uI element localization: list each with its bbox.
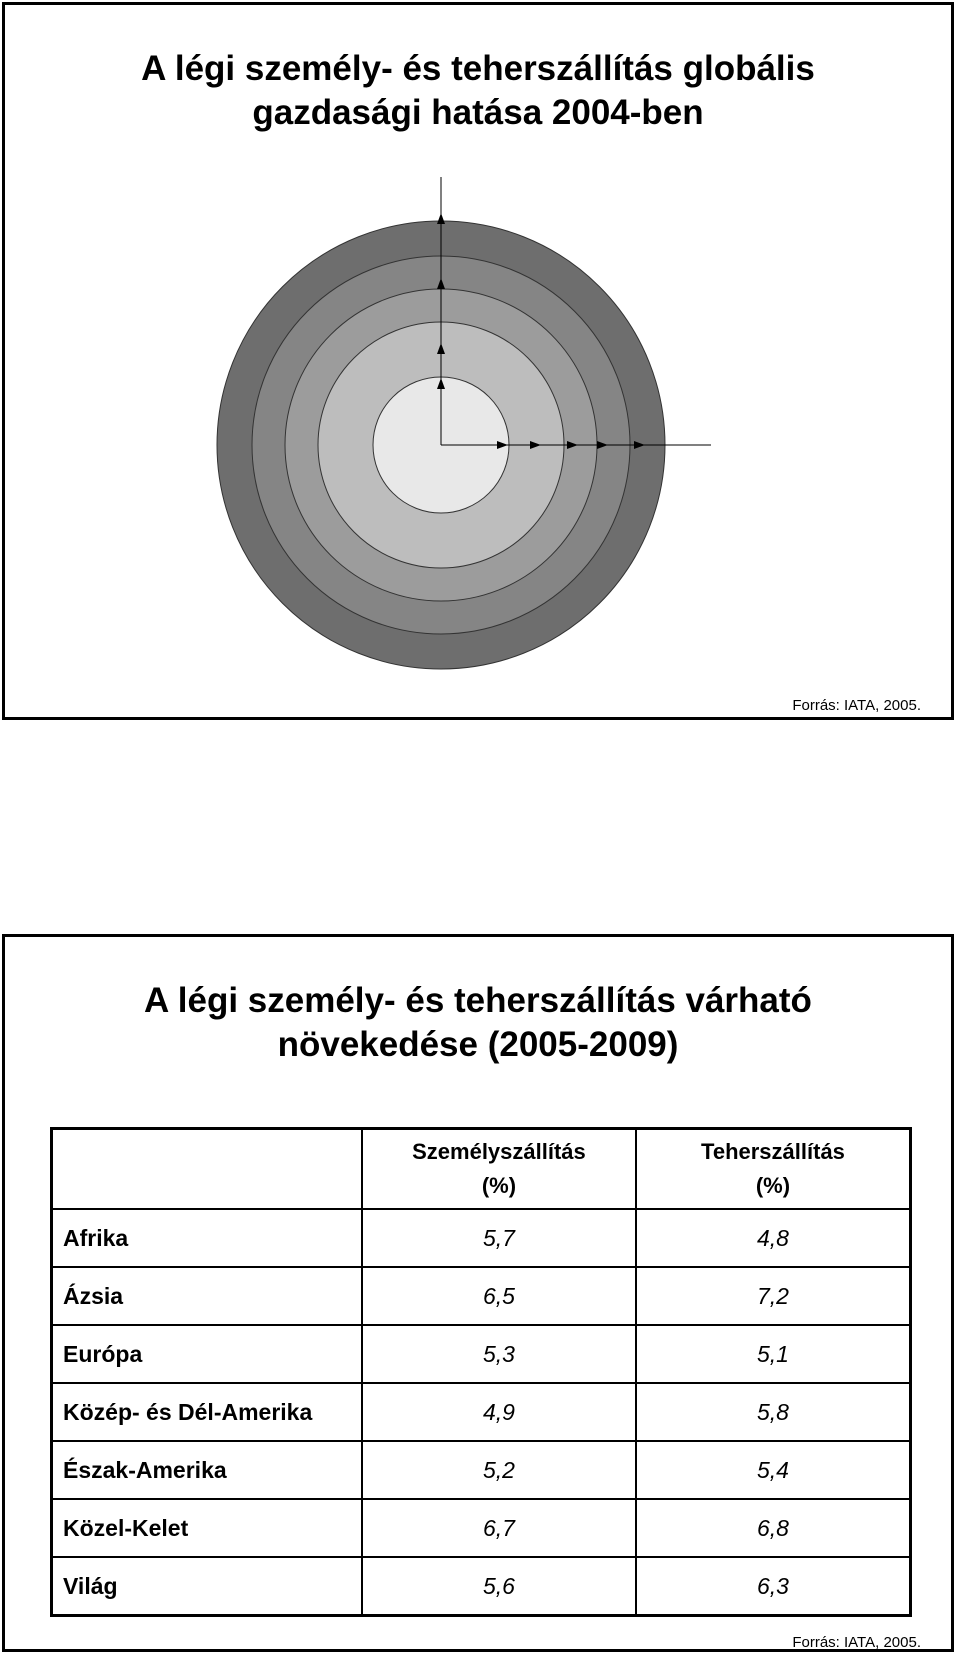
concentric-circles-diagram — [5, 5, 951, 717]
passenger-cell: 4,9 — [362, 1383, 636, 1441]
title-line-2: gazdasági hatása 2004-ben — [252, 93, 704, 132]
freight-header — [636, 1129, 911, 1210]
freight-header-unit: (%) — [755, 1173, 791, 1198]
region-header — [52, 1129, 362, 1210]
table-body — [52, 1209, 911, 1616]
freight-cell: 5,4 — [636, 1441, 911, 1499]
region-cell: Közép- és Dél-Amerika — [52, 1383, 362, 1441]
freight-cell: 6,3 — [636, 1557, 911, 1616]
freight-cell: 5,1 — [636, 1325, 911, 1383]
growth-table — [50, 1127, 912, 1617]
passenger-cell: 6,5 — [362, 1267, 636, 1325]
table-row — [52, 1383, 911, 1441]
table-row — [52, 1325, 911, 1383]
region-cell: Világ — [52, 1557, 362, 1616]
slide-title — [5, 979, 951, 1067]
table-row — [52, 1441, 911, 1499]
region-cell: Észak-Amerika — [52, 1441, 362, 1499]
source-note: Forrás: IATA, 2005. — [792, 697, 921, 714]
freight-cell: 4,8 — [636, 1209, 911, 1267]
freight-cell: 6,8 — [636, 1499, 911, 1557]
passenger-cell: 5,2 — [362, 1441, 636, 1499]
passenger-cell: 6,7 — [362, 1499, 636, 1557]
table-row — [52, 1209, 911, 1267]
passenger-cell: 5,7 — [362, 1209, 636, 1267]
source-note: Forrás: IATA, 2005. — [792, 1634, 921, 1651]
passenger-cell: 5,6 — [362, 1557, 636, 1616]
region-cell: Európa — [52, 1325, 362, 1383]
passenger-cell: 5,3 — [362, 1325, 636, 1383]
region-cell: Közel-Kelet — [52, 1499, 362, 1557]
passenger-header — [362, 1129, 636, 1210]
freight-cell: 7,2 — [636, 1267, 911, 1325]
slide-expected-growth — [2, 934, 954, 1652]
slide-economic-impact — [2, 2, 954, 720]
freight-cell: 5,8 — [636, 1383, 911, 1441]
passenger-header-unit: (%) — [481, 1173, 517, 1198]
title-line-1: A légi személy- és teherszállítás várható — [144, 981, 812, 1020]
passenger-header-label: Személyszállítás — [412, 1139, 586, 1164]
freight-header-label: Teherszállítás — [701, 1139, 845, 1164]
region-cell: Afrika — [52, 1209, 362, 1267]
table-row — [52, 1499, 911, 1557]
title-line-1: A légi személy- és teherszállítás globális — [141, 49, 815, 88]
title-line-2: növekedése (2005-2009) — [277, 1025, 679, 1064]
header-row — [52, 1129, 911, 1210]
table-row — [52, 1267, 911, 1325]
region-cell: Ázsia — [52, 1267, 362, 1325]
table-row — [52, 1557, 911, 1616]
